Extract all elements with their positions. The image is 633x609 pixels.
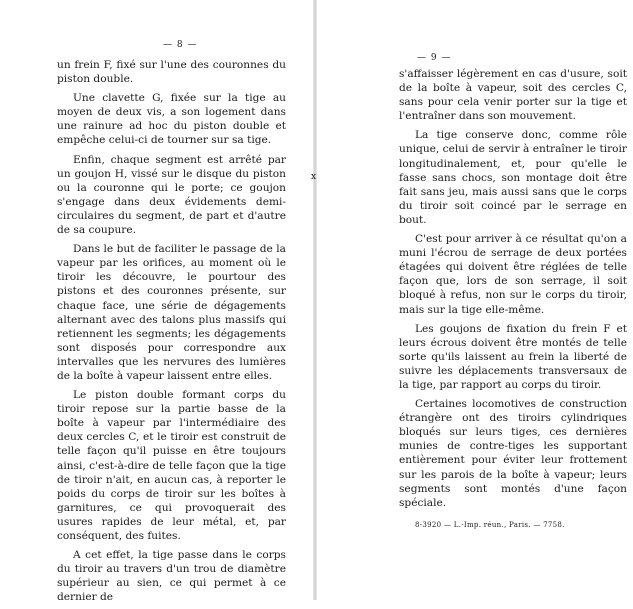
right-page-text [399,67,627,515]
paragraph: Enfin, chaque segment est arrêté par un goujon H, vissé sur le disque du piston ou la couronne qui le porte; ce goujon s'engage dans deux évidements demi-circulaires du segment, de part et d'autre de sa coupure. [57,153,286,237]
margin-mark: x [311,172,317,182]
paragraph: La tige conserve donc, comme rôle unique, celui de servir à entraîner le tiroir longitudinalement, et, pour qu'elle le fasse sans chocs, son montage doit être fait sans jeu, mais aussi sans que le corps du tiroir soit coincé par le serrage en bout. [399,129,627,226]
left-page [0,0,316,604]
right-page [317,0,633,600]
paragraph: s'affaisser légèrement en cas d'usure, soit de la boîte à vapeur, soit des cercles C, sans pour cela venir porter sur la tige et l'entraîner dans son mouvement. [399,68,627,123]
printer-imprint: 8-3920 — L.-Imp. réun., Paris. — 7758. [415,521,565,529]
paragraph: Le piston double formant corps du tiroir repose sur la partie basse de la boîte à vapeur par l'intermédiaire des deux cercles C, et le tiroir est construit de telle façon qu'il puisse en être toujours ainsi, c'est-à-dire de telle façon que la tige de tiroir n'ait, en aucun cas, à reporter le poids du corps de tiroir sur les boîtes à garnitures, ce qui provoquerait des usures rapides de leur métal, et, par conséquent, des fuites. [57,389,286,542]
left-page-text [57,58,286,609]
paragraph: Une clavette G, fixée sur la tige au moyen de deux vis, a son logement dans une rainure ad hoc du piston double et empêche celui-ci de tourner sur sa tige. [57,92,286,147]
paragraph: C'est pour arriver à ce résultat qu'on a muni l'écrou de serrage de deux portées étagées qui doivent être réglées de telle façon que, lors de son serrage, il soit bloqué à refus, non sur le corps du tiroir, mais sur la tige elle-même. [399,233,627,316]
page-number-right: — 9 — [417,53,452,63]
paragraph: Les goujons de fixation du frein F et leurs écrous doivent être montés de telle sorte qu'ils laissent au frein la liberté de suivre les déplacements transversaux de la tige, par rapport au corps du tiroir. [399,322,627,391]
page-number-left: — 8 — [163,40,198,50]
paragraph: A cet effet, la tige passe dans le corps du tiroir au travers d'un trou de diamètre supérieur au sien, ce qui permet à ce dernier de [57,549,286,604]
paragraph: Dans le but de faciliter le passage de la vapeur par les orifices, au moment où le tiroir les découvre, le pourtour des pistons et des couronnes présente, sur chaque face, une série de dégagements alternant avec des talons plus massifs qui retiennent les segments; les dégagements sont disposés pour correspondre aux intervalles que les nervures des lumières de la boîte à vapeur laissent entre elles. [57,243,286,382]
paragraph: Certaines locomotives de construction étrangère ont des tiroirs cylindriques bloqués sur leurs tiges, ces dernières munies de contre-tiges les supportant entièrement pour éviter leur frottement sur les parois de la boîte à vapeur; leurs segments sont montés d'une façon spéciale. [399,398,627,509]
paragraph: un frein F, fixé sur l'une des couronnes du piston double. [57,59,286,86]
